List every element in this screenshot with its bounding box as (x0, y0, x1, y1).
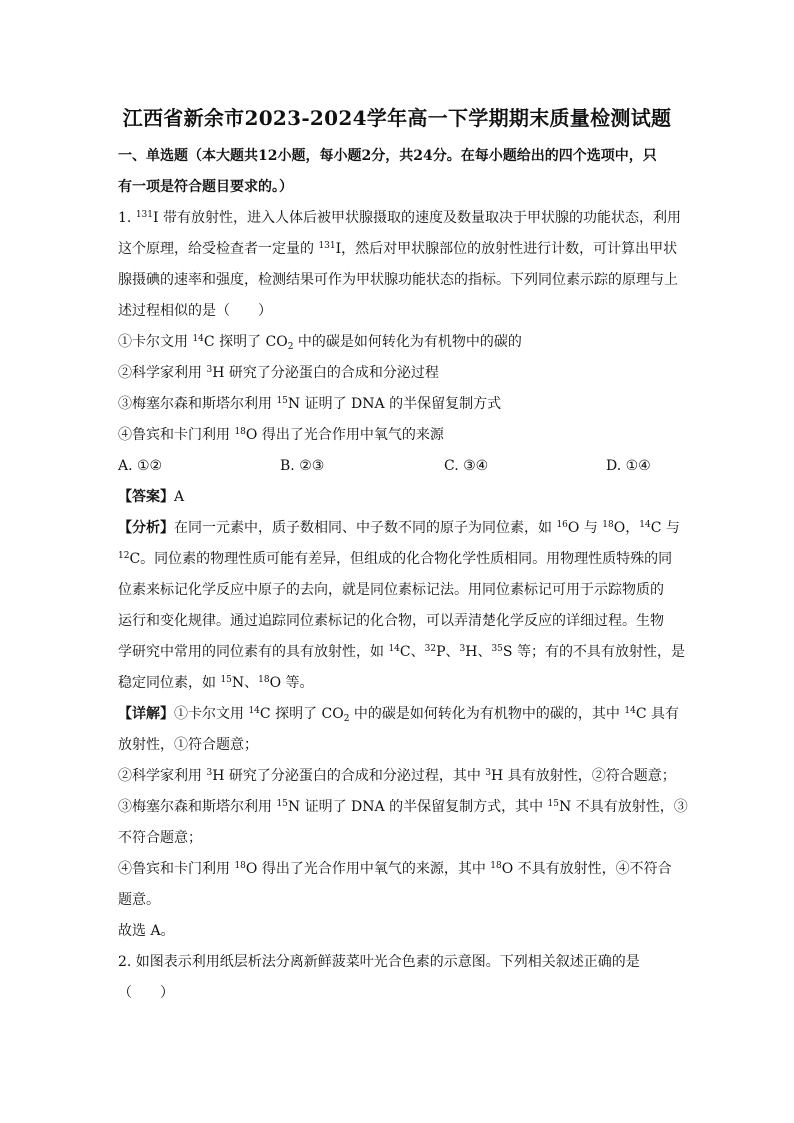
q1-detail-line-5 (118, 828, 678, 848)
analysis-text: 在同一元素中，质子数相同、中子数不同的原子为同位素，如 (174, 520, 557, 536)
statement-text: H 研究了分泌蛋白的合成和分泌过程 (212, 365, 439, 381)
detail-text: ②科学家利用 (118, 768, 207, 784)
isotope-sup: 14 (192, 334, 204, 344)
statement-text: ③梅塞尔森和斯塔尔利用 (118, 396, 277, 412)
conclusion-text: 故选 A。 (118, 923, 175, 939)
q1-detail-line-7 (118, 890, 678, 910)
q1-analysis-line-4 (118, 611, 678, 631)
q1-detail-line-2 (118, 735, 678, 755)
isotope-sup: 14 (388, 644, 400, 654)
q1-text: I，然后对甲状腺部位的放射性进行计数，可计算出甲状 (335, 241, 678, 257)
q1-analysis-line-1 (118, 518, 678, 538)
detail-text: O 不具有放射性，④不符合 (501, 861, 672, 877)
q1-analysis-line-5 (118, 642, 685, 662)
option-a[interactable]: A. ①② (118, 458, 163, 474)
isotope-sup: 3 (206, 768, 213, 778)
q1-options (118, 456, 678, 476)
analysis-text: O 等。 (269, 675, 314, 691)
q1-statement-2 (118, 363, 678, 383)
isotope-sup: 18 (258, 675, 270, 685)
detail-text: ④鲁宾和卡门利用 (118, 861, 235, 877)
detail-text: ①卡尔文用 (174, 706, 249, 722)
section-heading-line-1: 一、单选题（本大题共12小题，每小题2分，共24分。在每小题给出的四个选项中，只 (118, 148, 657, 164)
isotope-sup: 131 (318, 241, 336, 251)
analysis-text: H、 (465, 644, 492, 660)
analysis-text: 位素来标记化学反应中原子的去向，就是同位素标记法。用同位素标记可用于示踪物质的 (118, 582, 664, 598)
analysis-text: N、 (231, 675, 259, 691)
isotope-sup: 18 (490, 861, 502, 871)
section-heading-line-2: 有一项是符合题目要求的。） (118, 179, 293, 195)
statement-text: ④鲁宾和卡门利用 (118, 427, 235, 443)
q1-detail-line-3 (118, 766, 678, 786)
detail-text: 不符合题意； (118, 830, 202, 846)
subscript: 2 (343, 714, 350, 724)
q2-text: 2. 如图表示利用纸层析法分离新鲜菠菜叶光合色素的示意图。下列相关叙述正确的是 (118, 954, 640, 970)
detail-text: C 探明了 CO (259, 706, 344, 722)
detail-text: O 得出了光合作用中氧气的来源，其中 (245, 861, 491, 877)
detail-text: ③梅塞尔森和斯塔尔利用 (118, 799, 277, 815)
q1-statement-3 (118, 394, 678, 414)
q1-stem-line-1 (118, 208, 681, 228)
q1-analysis-line-2 (118, 549, 678, 569)
section-heading (118, 146, 678, 166)
analysis-text: C。同位素的物理性质可能有差异，但组成的化合物化学性质相同。用物理性质特殊的同 (129, 551, 673, 567)
analysis-text: O， (613, 520, 640, 536)
analysis-text: S 等；有的不具有放射性，是 (502, 644, 685, 660)
analysis-text: C、 (399, 644, 425, 660)
analysis-text: P、 (436, 644, 460, 660)
detail-text: H 具有放射性，②符合题意； (491, 768, 676, 784)
statement-text: O 得出了光合作用中氧气的来源 (245, 427, 444, 443)
isotope-sup: 15 (276, 396, 288, 406)
isotope-sup: 18 (602, 520, 614, 530)
statement-text: ①卡尔文用 (118, 334, 193, 350)
q1-conclusion (118, 921, 678, 941)
option-d[interactable]: D. ①④ (606, 458, 651, 474)
analysis-text: 学研究中常用的同位素有的具有放射性，如 (118, 644, 389, 660)
analysis-text: O 与 (567, 520, 603, 536)
q1-detail-line-6 (118, 859, 678, 879)
detail-tag: 【详解】 (118, 706, 174, 722)
q1-text: I 带有放射性，进入人体后被甲状腺摄取的速度及数量取决于甲状腺的功能状态，利用 (153, 210, 681, 226)
isotope-sup: 15 (276, 799, 288, 809)
statement-text: C 探明了 CO (203, 334, 288, 350)
isotope-sup: 16 (556, 520, 568, 530)
q1-analysis-line-3 (118, 580, 678, 600)
option-c[interactable]: C. ③④ (444, 458, 489, 474)
answer-value: A (174, 489, 185, 505)
analysis-text: 运行和变化规律。通过追踪同位素标记的化合物，可以弄清楚化学反应的详细过程。生物 (118, 613, 664, 629)
section-heading-cont (118, 177, 678, 197)
detail-text: H 研究了分泌蛋白的合成和分泌过程，其中 (212, 768, 486, 784)
detail-text: 中的碳是如何转化为有机物中的碳的，其中 (349, 706, 625, 722)
answer-tag: 【答案】 (118, 489, 174, 505)
isotope-sup: 35 (491, 644, 503, 654)
isotope-sup: 14 (248, 706, 260, 716)
q1-statement-4 (118, 425, 678, 445)
q1-detail-line-1 (118, 704, 678, 724)
option-b[interactable]: B. ②③ (280, 458, 325, 474)
isotope-sup: 18 (234, 861, 246, 871)
q2-text: （ ） (118, 985, 174, 1001)
isotope-sup: 3 (459, 644, 466, 654)
isotope-sup: 3 (206, 365, 213, 375)
detail-text: N 证明了 DNA 的半保留复制方式，其中 (287, 799, 548, 815)
analysis-text: C 与 (650, 520, 680, 536)
q1-text: 这个原理，给受检查者一定量的 (118, 241, 319, 257)
statement-text: ②科学家利用 (118, 365, 207, 381)
detail-text: 题意。 (118, 892, 160, 908)
q1-number: 1. (118, 210, 136, 226)
q1-stem-line-3 (118, 270, 678, 290)
q1-statement-1 (118, 332, 678, 352)
q1-detail-line-4 (118, 797, 688, 817)
isotope-sup: 32 (424, 644, 437, 654)
subscript: 2 (287, 342, 294, 352)
q1-analysis-line-6 (118, 673, 678, 693)
isotope-sup: 12 (118, 551, 130, 561)
q1-answer (118, 487, 678, 507)
statement-text: N 证明了 DNA 的半保留复制方式 (287, 396, 502, 412)
isotope-sup: 15 (547, 799, 559, 809)
isotope-sup: 18 (234, 427, 246, 437)
page-title: 江西省新余市2023-2024学年高一下学期期末质量检测试题 (122, 106, 672, 130)
q1-stem-line-2 (118, 239, 678, 259)
q1-text: 述过程相似的是（ ） (118, 303, 272, 319)
detail-text: 放射性，①符合题意； (118, 737, 258, 753)
q2-stem-line-1 (118, 952, 678, 972)
isotope-sup: 14 (624, 706, 636, 716)
q2-stem-line-2 (118, 983, 678, 1003)
detail-text: N 不具有放射性，③ (559, 799, 688, 815)
statement-text: 中的碳是如何转化为有机物中的碳的 (293, 334, 522, 350)
analysis-text: 稳定同位素，如 (118, 675, 221, 691)
isotope-sup: 14 (639, 520, 651, 530)
isotope-sup: 15 (220, 675, 232, 685)
analysis-tag: 【分析】 (118, 520, 174, 536)
q1-text: 腺摄碘的速率和强度，检测结果可作为甲状腺功能状态的指标。下列同位素示踪的原理与上 (118, 272, 678, 288)
isotope-sup: 3 (485, 768, 492, 778)
detail-text: C 具有 (635, 706, 679, 722)
isotope-sup: 131 (135, 210, 153, 220)
q1-stem-line-4 (118, 301, 678, 321)
